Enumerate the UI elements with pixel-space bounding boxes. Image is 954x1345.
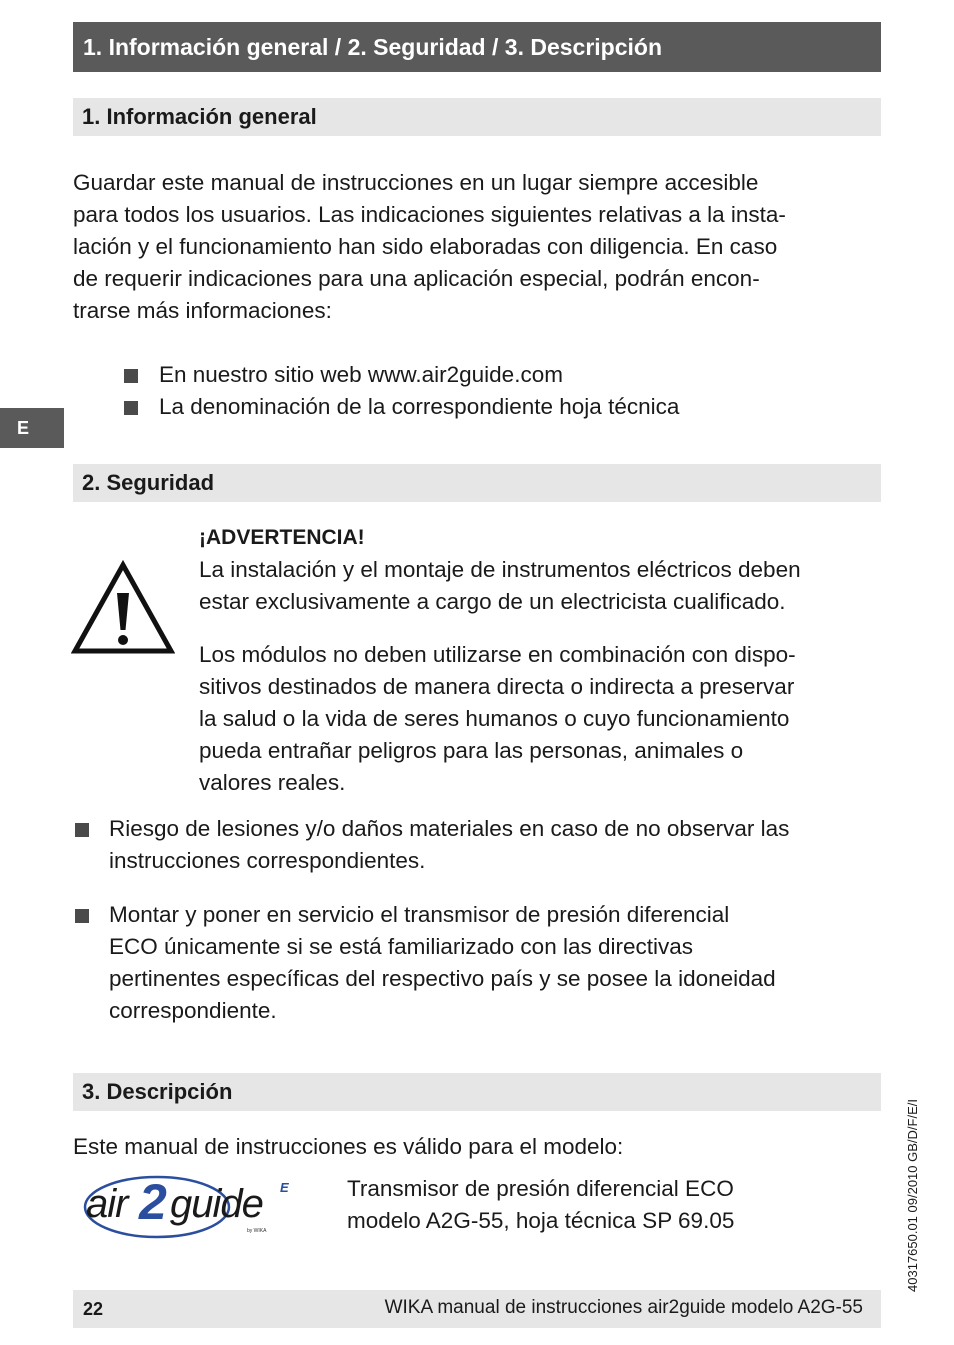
section1-paragraph	[73, 167, 883, 327]
paragraph-line: sitivos destinados de manera directa o indirecta a preservar	[199, 674, 795, 699]
product-line: Transmisor de presión diferencial ECO	[347, 1176, 734, 1201]
list-item-line: Riesgo de lesiones y/o daños materiales en caso de no observar las	[109, 816, 790, 841]
paragraph-line: para todos los usuarios. Las indicaciones siguientes relativas a la insta-	[73, 202, 786, 227]
section-heading-seguridad: 2. Seguridad	[73, 464, 881, 502]
paragraph-line: valores reales.	[199, 770, 346, 795]
list-item-line: ECO únicamente si se está familiarizado con las directivas	[109, 934, 694, 959]
bullet-square-icon	[75, 909, 89, 923]
list-item-line: correspondiente.	[109, 998, 277, 1023]
list-item-line: instrucciones correspondientes.	[109, 848, 426, 873]
document-code: 40317650.01 09/2010 GB/D/F/E/I	[905, 1099, 920, 1292]
bullet-square-icon	[75, 823, 89, 837]
list-item: En nuestro sitio web www.air2guide.com	[159, 362, 563, 387]
paragraph-line: lación y el funcionamiento han sido elaboradas con diligencia. En caso	[73, 234, 778, 259]
list-item: La denominación de la correspondiente hoja técnica	[159, 394, 680, 419]
logo-superscript: E	[280, 1180, 289, 1195]
page-header: 1. Información general / 2. Seguridad / 3. Descripción	[73, 22, 881, 72]
warning-line: estar exclusivamente a cargo de un electricista cualificado.	[199, 589, 786, 614]
paragraph-line: pueda entrañar peligros para las personas, animales o	[199, 738, 744, 763]
warning-block	[199, 522, 889, 618]
logo-text-guide: guide	[170, 1182, 263, 1226]
footer-title: WIKA manual de instrucciones air2guide modelo A2G-55	[384, 1297, 863, 1318]
language-tab: E	[0, 408, 64, 448]
list-item-line: pertinentes específicas del respectivo país y se posee la idoneidad	[109, 966, 776, 991]
logo-text-air: air	[86, 1182, 128, 1226]
paragraph-line: trarse más informaciones:	[73, 298, 332, 323]
safety-bullet-1	[73, 813, 883, 883]
paragraph-line: Guardar este manual de instrucciones en un lugar siempre accesible	[73, 170, 759, 195]
product-description	[347, 1173, 867, 1237]
paragraph-line: de requerir indicaciones para una aplicación especial, podrán encon-	[73, 266, 760, 291]
modules-paragraph	[199, 639, 889, 799]
description-intro: Este manual de instrucciones es válido para el modelo:	[73, 1134, 624, 1159]
logo-by-wika: by WIKA	[247, 1228, 267, 1234]
section-heading-descripcion: 3. Descripción	[73, 1073, 881, 1111]
air2guide-logo	[82, 1172, 302, 1244]
section-heading-informacion-general: 1. Información general	[73, 98, 881, 136]
warning-triangle-icon	[71, 560, 175, 656]
warning-title: ¡ADVERTENCIA!	[199, 526, 365, 549]
page-number: 22	[83, 1299, 104, 1319]
safety-bullet-2	[73, 899, 883, 1029]
bullet-square-icon	[124, 369, 138, 383]
warning-line: La instalación y el montaje de instrumentos eléctricos deben	[199, 557, 801, 582]
list-item-line: Montar y poner en servicio el transmisor de presión diferencial	[109, 902, 730, 927]
paragraph-line: Los módulos no deben utilizarse en combinación con dispo-	[199, 642, 796, 667]
bullet-square-icon	[124, 401, 138, 415]
logo-text-2: 2	[139, 1174, 167, 1230]
paragraph-line: la salud o la vida de seres humanos o cuyo funcionamiento	[199, 706, 790, 731]
product-line: modelo A2G-55, hoja técnica SP 69.05	[347, 1208, 735, 1233]
section1-bullet-list	[124, 359, 824, 429]
